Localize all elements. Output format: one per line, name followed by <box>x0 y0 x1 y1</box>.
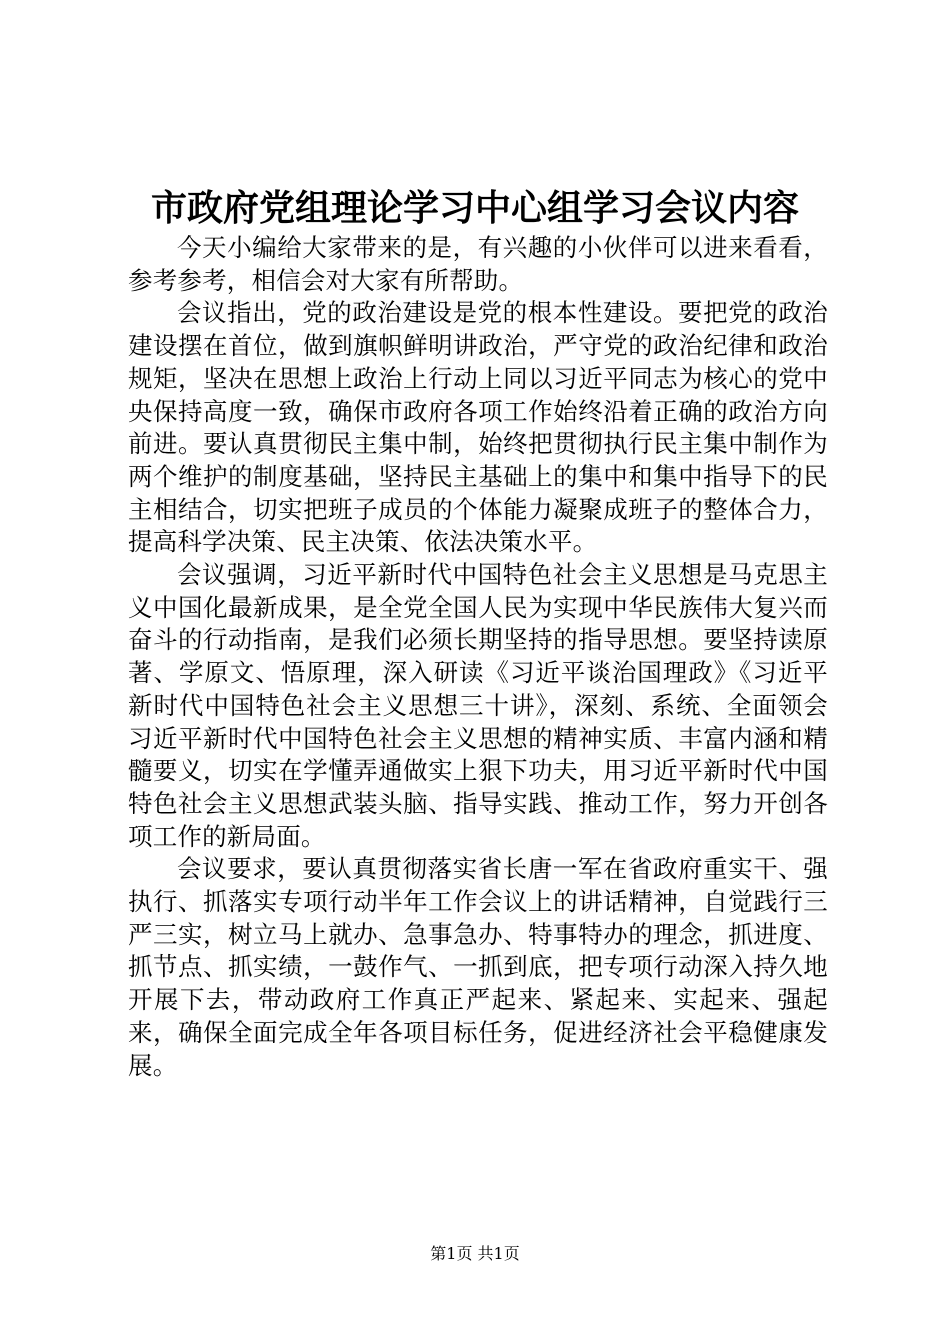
paragraph-intro: 今天小编给大家带来的是，有兴趣的小伙伴可以进来看看，参考参考，相信会对大家有所帮助。 <box>128 233 828 295</box>
document-title: 市政府党组理论学习中心组学习会议内容 <box>150 187 799 229</box>
page-number-footer: 第1页 共1页 <box>430 1244 520 1263</box>
paragraph-requirements: 会议要求，要认真贯彻落实省长唐一军在省政府重实干、强执行、抓落实专项行动半年工作会议上的讲话精神，自觉践行三严三实，树立马上就办、急事急办、特事特办的理念，抓进度、抓节点、抓实绩，一鼓作气、一抓到底，把专项行动深入持久地开展下去，带动政府工作真正严起来、紧起来、实起来、强起来，确保全面完成全年各项目标任务，促进经济社会平稳健康发展。 <box>128 854 828 1080</box>
paragraph-political-construction: 会议指出，党的政治建设是党的根本性建设。要把党的政治建设摆在首位，做到旗帜鲜明讲政治，严守党的政治纪律和政治规矩，坚决在思想上政治上行动上同以习近平同志为核心的党中央保持高度一致，确保市政府各项工作始终沿着正确的政治方向前进。要认真贯彻民主集中制，始终把贯彻执行民主集中制作为两个维护的制度基础，坚持民主基础上的集中和集中指导下的民主相结合，切实把班子成员的个体能力凝聚成班子的整体合力，提高科学决策、民主决策、依法决策水平。 <box>128 298 828 557</box>
document-body <box>128 232 828 1082</box>
paragraph-guiding-thought: 会议强调，习近平新时代中国特色社会主义思想是马克思主义中国化最新成果，是全党全国人民为实现中华民族伟大复兴而奋斗的行动指南，是我们必须长期坚持的指导思想。要坚持读原著、学原文、悟原理，深入研读《习近平谈治国理政》《习近平新时代中国特色社会主义思想三十讲》，深刻、系统、全面领会习近平新时代中国特色社会主义思想的精神实质、丰富内涵和精髓要义，切实在学懂弄通做实上狠下功夫，用习近平新时代中国特色社会主义思想武装头脑、指导实践、推动工作，努力开创各项工作的新局面。 <box>128 560 828 851</box>
